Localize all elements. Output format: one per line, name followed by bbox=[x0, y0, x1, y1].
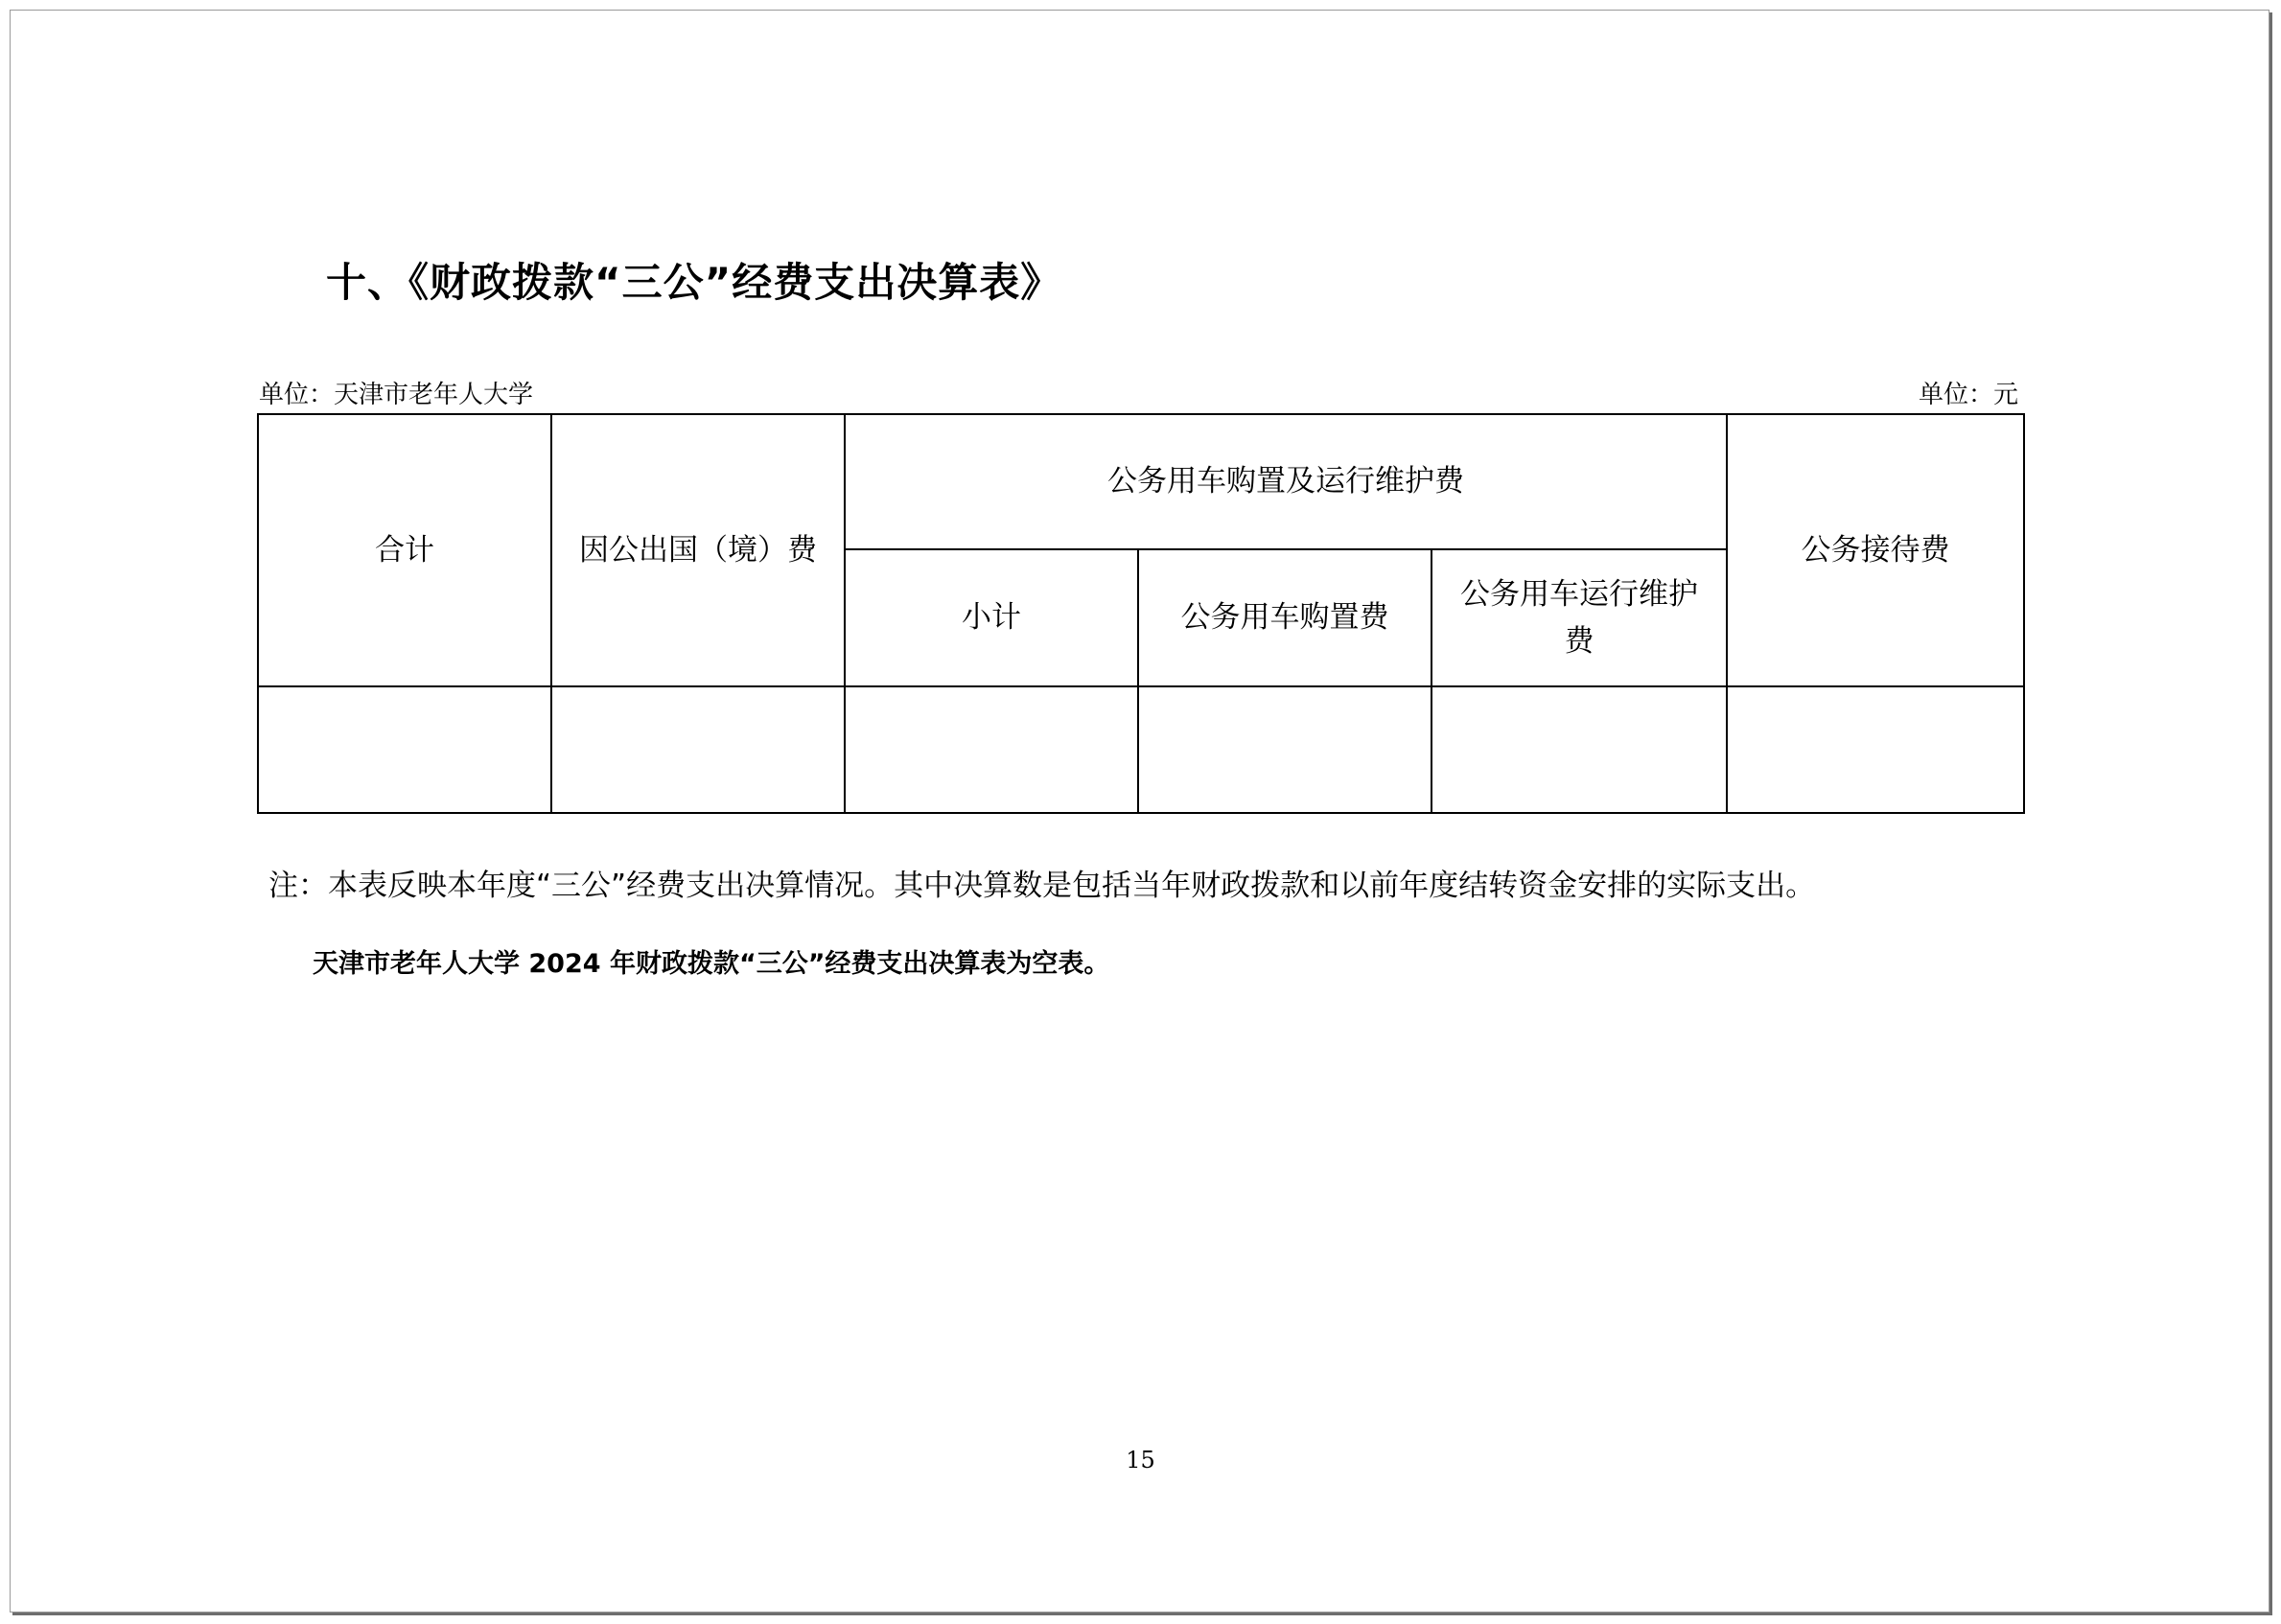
empty-table-statement: 天津市老年人大学 2024 年财政拨款“三公”经费支出决算表为空表。 bbox=[313, 949, 1110, 979]
cell-vehicle-purchase bbox=[1138, 686, 1431, 813]
header-vehicle-operation: 公务用车运行维护费 bbox=[1431, 549, 1727, 686]
header-vehicle-group: 公务用车购置及运行维护费 bbox=[845, 414, 1727, 549]
unit-organization: 单位：天津市老年人大学 bbox=[259, 381, 534, 409]
expenditure-table bbox=[257, 413, 2025, 814]
header-reception: 公务接待费 bbox=[1727, 414, 2024, 686]
header-vehicle-purchase: 公务用车购置费 bbox=[1138, 549, 1431, 686]
cell-total bbox=[258, 686, 551, 813]
table-row bbox=[258, 686, 2024, 813]
header-vehicle-subtotal: 小计 bbox=[845, 549, 1138, 686]
header-total: 合计 bbox=[258, 414, 551, 686]
page-number: 15 bbox=[1126, 1447, 1155, 1473]
cell-vehicle-operation bbox=[1431, 686, 1727, 813]
table-note: 注：本表反映本年度“三公”经费支出决算情况。其中决算数是包括当年财政拨款和以前年度结转资金安排的实际支出。 bbox=[268, 869, 1816, 903]
unit-currency: 单位：元 bbox=[1918, 381, 2018, 409]
cell-vehicle-subtotal bbox=[845, 686, 1138, 813]
cell-overseas bbox=[551, 686, 845, 813]
cell-reception bbox=[1727, 686, 2024, 813]
table-header-row-1 bbox=[258, 414, 2024, 549]
document-title: 十、《财政拨款“三公”经费支出决算表》 bbox=[326, 259, 1062, 306]
header-overseas: 因公出国（境）费 bbox=[551, 414, 845, 686]
